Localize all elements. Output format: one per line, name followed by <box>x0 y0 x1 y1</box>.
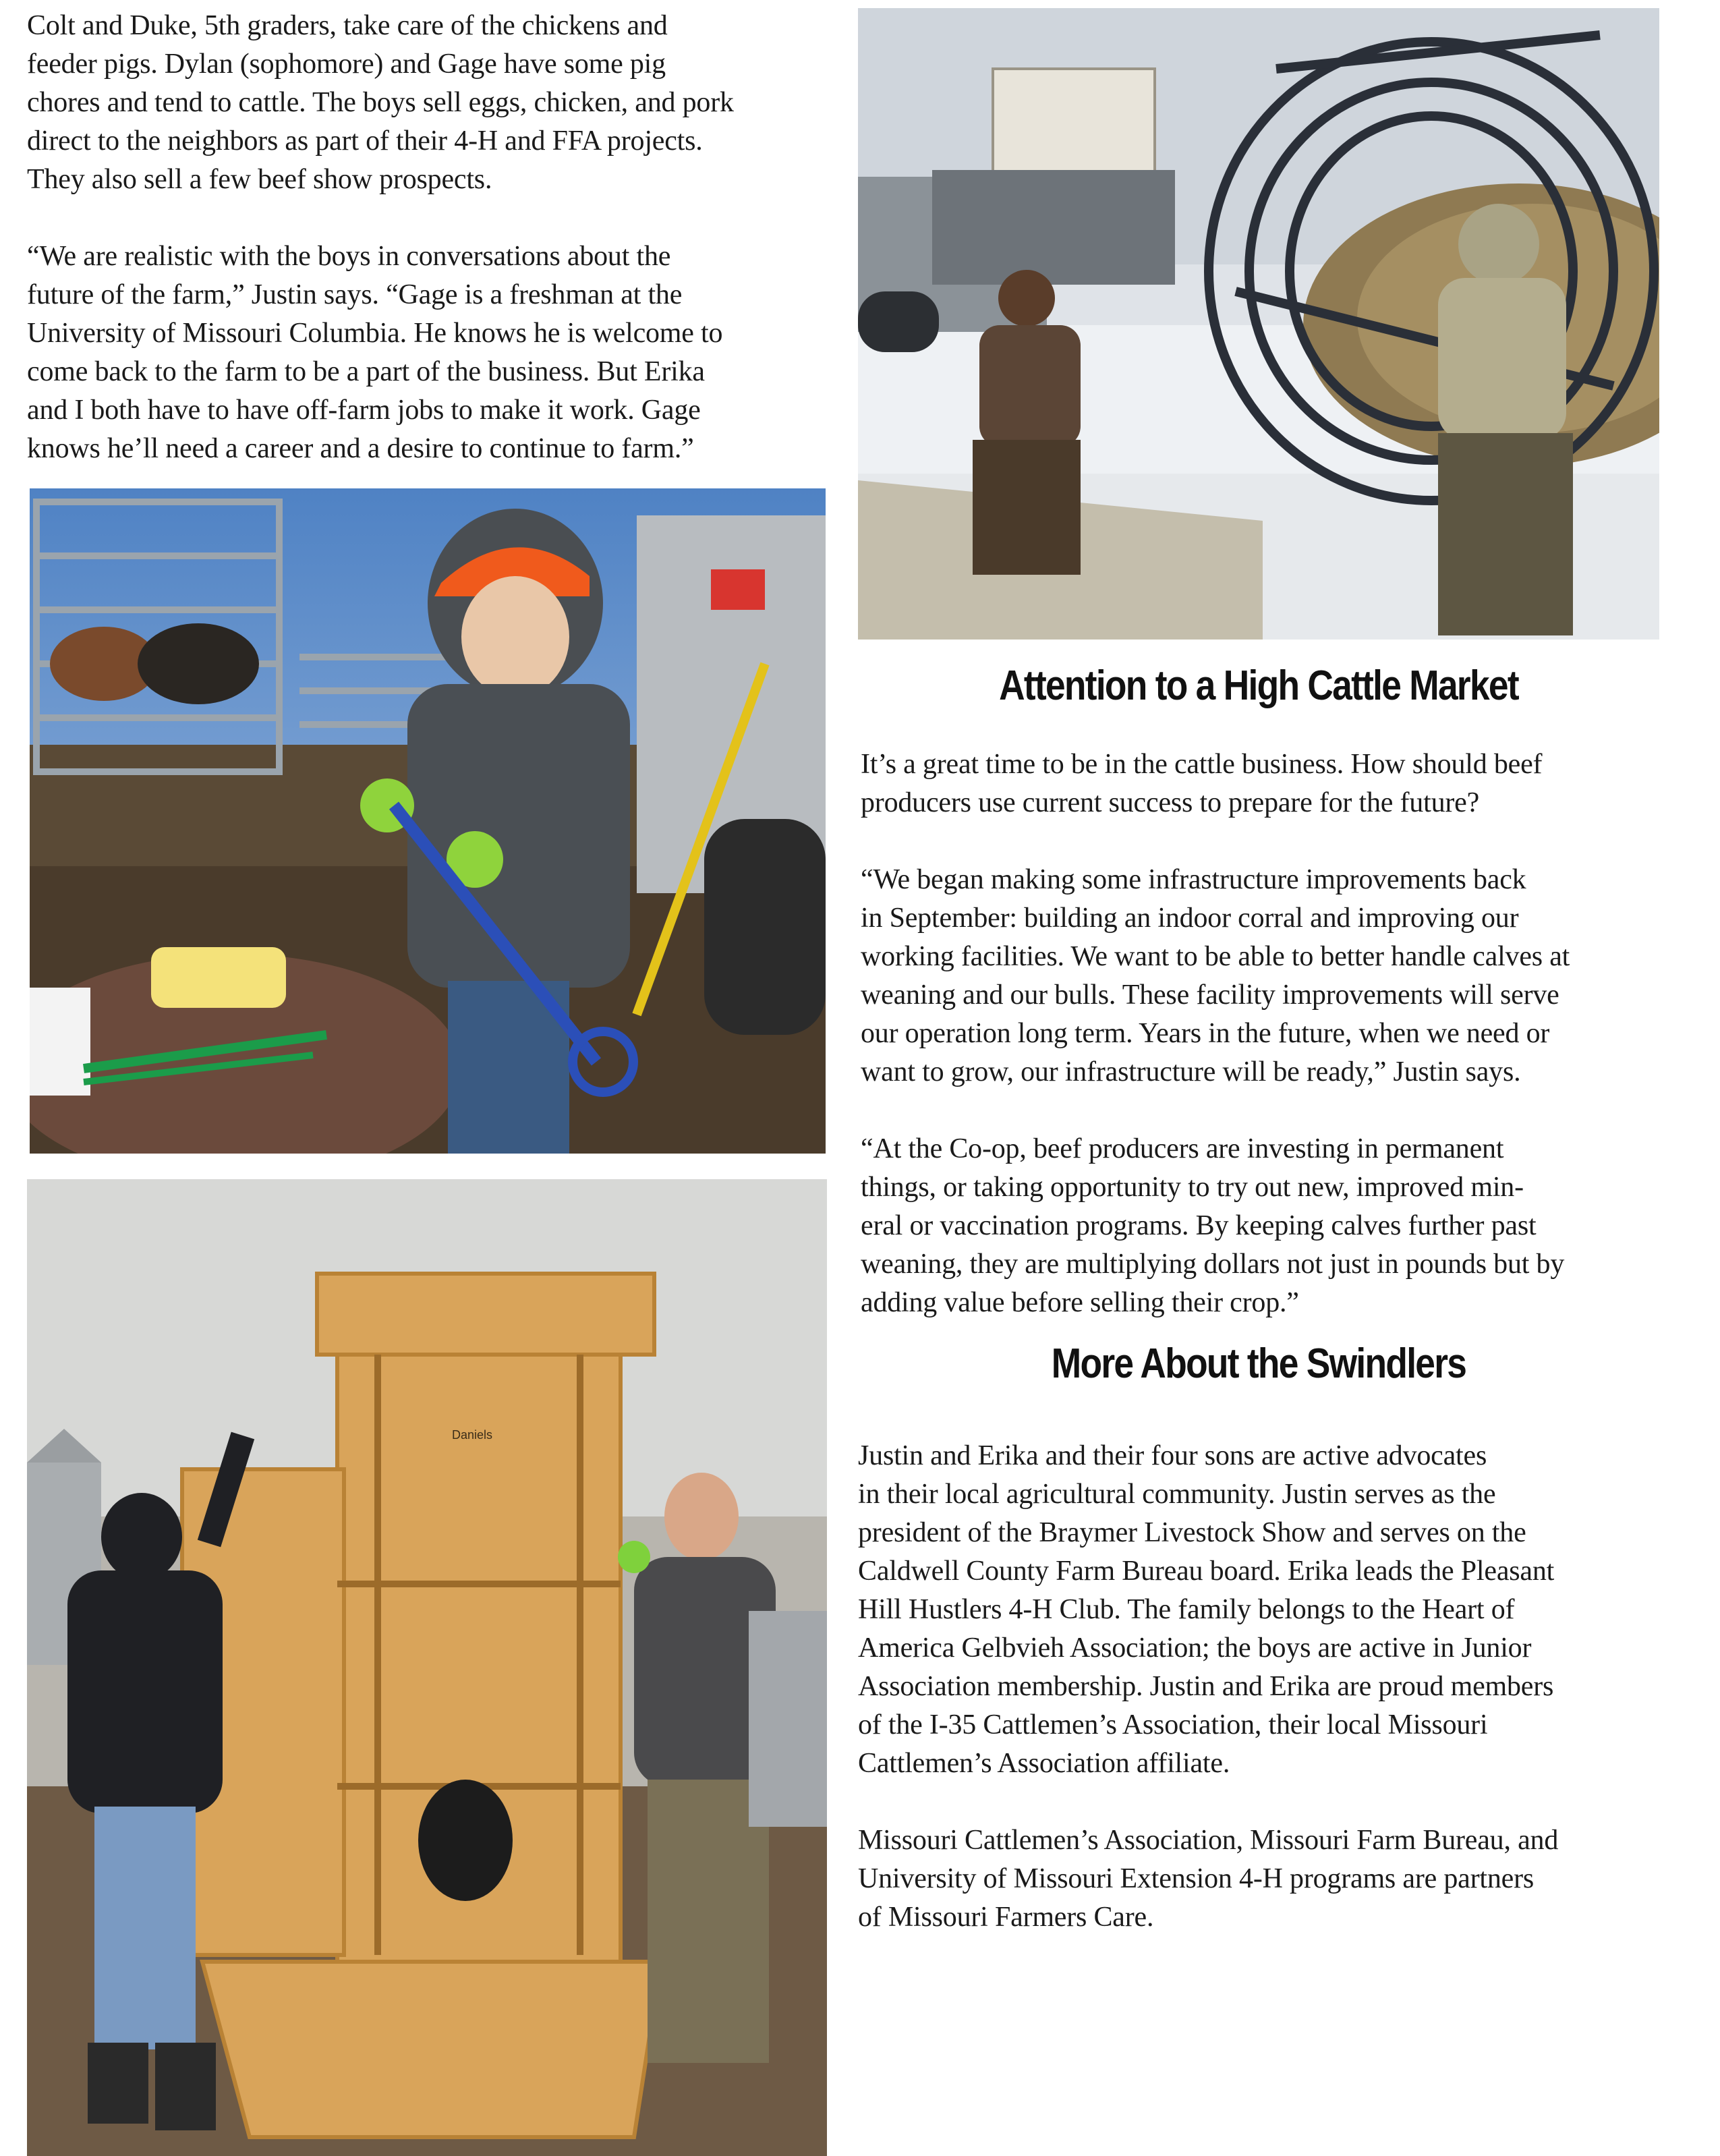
heading-high-cattle-market: Attention to a High Cattle Market <box>999 662 1518 709</box>
swindlers-section-text <box>858 1437 1681 1937</box>
chute-brand-plate: Daniels <box>451 1428 493 1442</box>
market-paragraph-1: It’s a great time to be in the cattle business. How should beef producers use current success to prepare for the future? <box>861 749 1543 818</box>
photo-bale-ring-snow <box>858 8 1659 640</box>
swindlers-paragraph-2: Missouri Cattlemen’s Association, Missouri Farm Bureau, and University of Missouri Extension 4-H programs are partners of Missouri Farmers Care. <box>858 1825 1559 1933</box>
heading-more-about-swindlers: More About the Swindlers <box>1051 1340 1466 1387</box>
market-paragraph-2: “We began making some infrastructure improvements back in September: building an indoor corral and improving our working facilities. We want to be able to better handle calves at weaning and our bulls. These facility improvements will serve our operation long term. Years in the future, when we need or want to grow, our infrastructure will be ready,” Justin says. <box>861 864 1570 1087</box>
market-paragraph-3: “At the Co-op, beef producers are investing in permanent things, or taking opportunity to try out new, improved min- eral or vaccination programs. By keeping calves further past weaning, they are multiplying dollars not just in pounds but by adding value before selling their crop.” <box>861 1133 1565 1318</box>
intro-paragraph: Colt and Duke, 5th graders, take care of the chickens and feeder pigs. Dylan (sophomore) and Gage have some pig chores and tend to cattle. The boys sell eggs, chicken, and pork direct to the neighbors as part of their 4-H and FFA projects. They also sell a few beef show prospects. <box>27 10 734 195</box>
swindlers-paragraph-1: Justin and Erika and their four sons are active advocates in their local agricultural community. Justin serves as the president of the Braymer Livestock Show and serves on the Caldwell County Farm Bureau board. Erika leads the Pleasant Hill Hustlers 4-H Club. The family belongs to the Heart of America Gelbvieh Association; the boys are active in Junior Association membership. Justin and Erika are proud members of the I-35 Cattlemen’s Association, their local Missouri Cattlemen’s Association affiliate. <box>858 1440 1555 1779</box>
photo-boy-orange-cap <box>30 488 826 1154</box>
photo-cattle-chute <box>27 1179 827 2156</box>
quote-paragraph: “We are realistic with the boys in conversations about the future of the farm,” Justin says. “Gage is a freshman at the University of Missouri Columbia. He knows he is welcome to come back to the farm to be a part of the business. But Erika and I both have to have off-farm jobs to make it work. Gage knows he’ll need a career and a desire to continue to farm.” <box>27 241 723 464</box>
left-column-intro <box>27 7 836 468</box>
market-section-text <box>861 745 1680 1322</box>
